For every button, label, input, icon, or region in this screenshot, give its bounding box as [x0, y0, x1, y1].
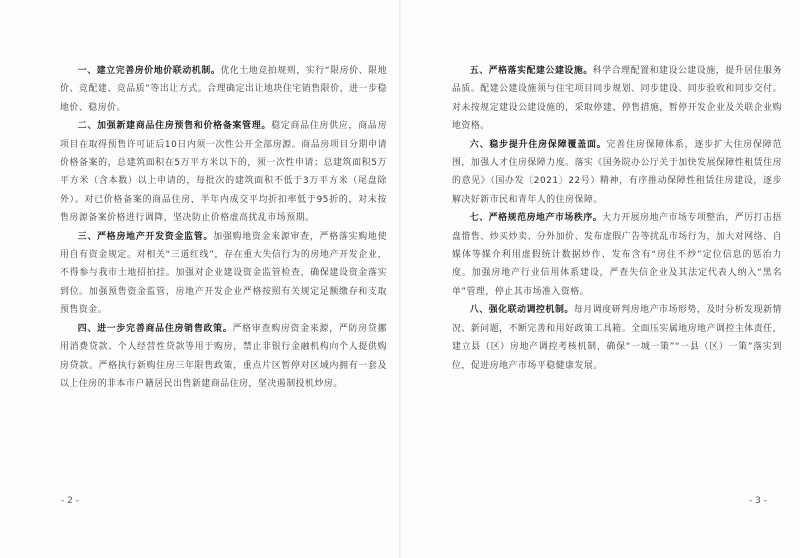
paragraph-body: 稳定商品住房供应，商品房项目在取得预售许可证后10日内须一次性公开全部房源。商品房项目分期申请价格备案的，总建筑面积在5万平方米以下的，须一次性申请；总建筑面积5万平方米（含本数）以上申请的，每批次的建筑面积不低于3万平方米（尾盘除外）。对已价格备案的商品住房，半年内成交平均折扣率低于95折的，对未按售房源备案价格进行调降，坚决防止价格虚高扰乱市场预期。 [60, 121, 387, 224]
paragraph-8 [452, 301, 782, 375]
paragraph-body: 科学合理配置和建设公建设施，提升居住服务品质。配建公建设施须与住宅项目同步规划、同步建设、同步验收和同步交付。对未按规定建设公建设施的，采取停建、停售措施，暂停开发企业及关联企业购地资格。 [452, 66, 782, 132]
paragraph-heading: 六、稳步提升住房保障覆盖面。 [469, 139, 607, 150]
paragraph-heading: 二、加强新建商品住房预售和价格备案管理。 [77, 121, 272, 132]
page-number-right: - 3 - [749, 496, 767, 506]
right-page [452, 62, 782, 375]
paragraph-heading: 三、严格房地产开发资金监管。 [77, 231, 214, 242]
paragraph-heading: 七、严格规范房地产市场秩序。 [469, 213, 603, 224]
left-page [60, 62, 387, 393]
paragraph-heading: 四、进一步完善商品住房销售政策。 [77, 323, 233, 334]
paragraph-2 [60, 117, 387, 227]
paragraph-6 [452, 136, 782, 210]
page-gutter [399, 0, 401, 558]
paragraph-body: 加强购地资金来源审查，严格落实购地使用自有资金规定。对相关“三道红线”，存在重大失信行为的房地产开发企业，不得参与我市土地招拍挂。加强对企业建设资金监管检查，确保建设资金落实到位。加强预售资金监管，房地产开发企业严格按照有关规定足额缴存和支取预售资金。 [60, 231, 387, 316]
paragraph-1 [60, 62, 387, 117]
page-number-left: - 2 - [61, 496, 79, 506]
paragraph-heading: 八、强化联动调控机制。 [469, 305, 574, 316]
paragraph-body: 大力开展房地产市场专项整治，严厉打击捂盘惜售、炒买炒卖、分外加价、发布虚假广告等扰乱市场行为，加大对网络、自媒体等媒介利用虚假统计数据炒作、发布含有“房住不炒”定位信息的惩治力度。加强房地产行业信用体系建设，严查失信企业及其法定代表人纳入“黑名单”管理，停止其市场准入资格。 [452, 213, 782, 297]
paragraph-body: 完善住房保障体系，逐步扩大住房保障范围，加强人才住房保障力度。落实《国务院办公厅关于加快发展保障性租赁住房的意见》（国办发〔2021〕22号）精神，有序推动保障性租赁住房建设，逐步解决好新市民和青年人的住房保障。 [452, 139, 782, 205]
paragraph-7 [452, 209, 782, 301]
paragraph-body: 严格审查购房资金来源，严防房贷挪用消费贷款、个人经营性贷款等用于购房，禁止非银行金融机构向个人提供购房贷款。严格执行新购住房三年限售政策，重点片区暂停对区域内拥有一套及以上住房的非本市户籍居民出售新建商品住房，坚决遏制投机炒房。 [60, 323, 387, 389]
paragraph-body: 每月调度研判房地产市场形势，及时分析发现新情况、新问题，不断完善和用好政策工具箱。全面压实属地房地产调控主体责任，建立县（区）房地产调控考核机制，确保“一城一策”“一县（区）一策”落实到位，促进房地产市场平稳健康发展。 [452, 305, 782, 371]
paragraph-3 [60, 228, 387, 320]
paragraph-4 [60, 320, 387, 394]
paragraph-5 [452, 62, 782, 136]
paragraph-heading: 一、建立完善房价地价联动机制。 [77, 66, 221, 76]
paragraph-body: 优化土地竞拍规则，实行“限房价、限地价、竞配建、竞品质”等出让方式。合理确定出让地块住宅销售限价，进一步稳地价、稳房价。 [60, 66, 388, 113]
paragraph-heading: 五、严格落实配建公建设施。 [469, 66, 593, 76]
